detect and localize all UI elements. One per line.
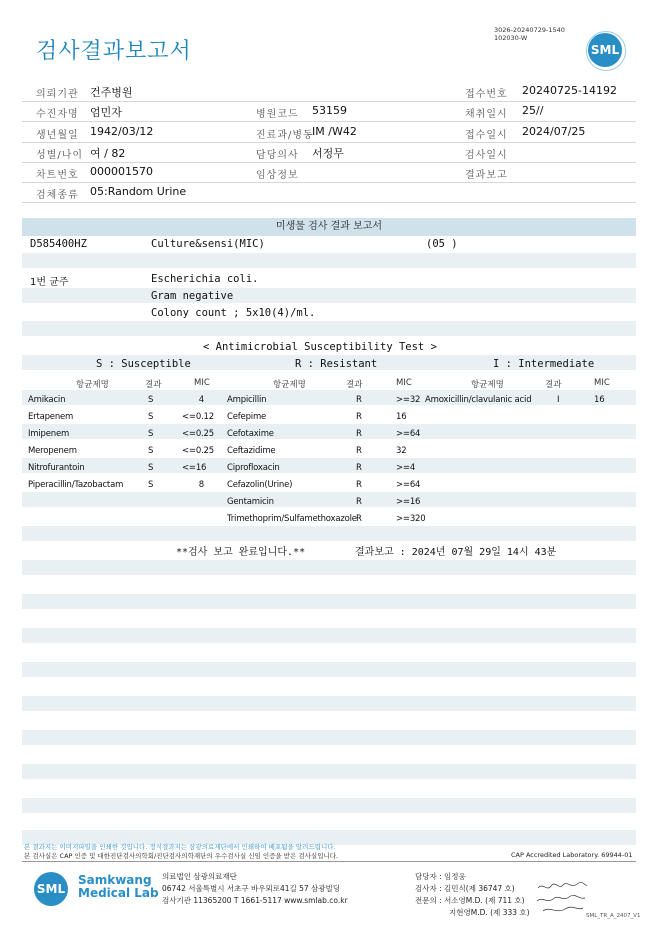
col-header-drug: 항균제명 xyxy=(76,380,109,390)
info-label: 검체종류 xyxy=(36,190,79,201)
brand-line1: Samkwang xyxy=(78,873,152,887)
row-band xyxy=(22,730,636,745)
row-band xyxy=(22,662,636,677)
info-label: 성별/나이 xyxy=(36,150,84,161)
ast-result: R xyxy=(356,412,362,422)
ast-drug-name: Cefotaxime xyxy=(227,429,274,439)
ast-drug-name: Trimethoprim/Sulfamethoxazole xyxy=(227,514,357,524)
info-label: 생년월일 xyxy=(36,130,79,141)
patient-info-row xyxy=(22,81,636,102)
row-band xyxy=(22,526,636,541)
ast-drug-name: Piperacillin/Tazobactam xyxy=(28,480,124,490)
info-value: 여 / 82 xyxy=(90,147,126,160)
col-header-result: 결과 xyxy=(346,380,363,390)
info-label: 접수번호 xyxy=(465,89,508,100)
info-label: 임상정보 xyxy=(256,170,299,181)
patient-info-row xyxy=(22,122,636,143)
row-band xyxy=(22,764,636,779)
ast-mic: <=0.25 xyxy=(182,446,214,456)
col-header-result: 결과 xyxy=(145,380,162,390)
ast-result: R xyxy=(356,395,362,405)
info-label: 수진자명 xyxy=(36,109,79,120)
ast-mic: <=0.12 xyxy=(182,412,214,422)
ast-title: < Antimicrobial Susceptibility Test > xyxy=(203,341,437,353)
organism-label: 1번 균주 xyxy=(30,277,69,288)
report-time: 결과보고 : 2024년 07월 29일 14시 43분 xyxy=(355,547,557,558)
info-value: 05:Random Urine xyxy=(90,185,187,198)
ast-result: S xyxy=(148,395,154,405)
row-band xyxy=(22,458,636,473)
ast-mic: >=16 xyxy=(396,497,421,507)
col-header-mic: MIC xyxy=(194,378,210,388)
ast-drug-name: Meropenem xyxy=(28,446,77,456)
patient-info-row xyxy=(22,182,636,203)
ast-mic: 4 xyxy=(198,395,204,405)
sml-footer-logo-icon: SML xyxy=(34,872,68,906)
info-label: 검사일시 xyxy=(465,150,508,161)
ast-result: S xyxy=(148,412,154,422)
ast-drug-name: Cefazolin(Urine) xyxy=(227,480,293,490)
row-band xyxy=(22,594,636,609)
ast-mic: >=64 xyxy=(396,480,421,490)
ast-result: R xyxy=(356,429,362,439)
ast-mic: 32 xyxy=(396,446,407,456)
ast-drug-name: Ertapenem xyxy=(28,412,74,422)
patient-info-row xyxy=(22,162,636,183)
document-code-line1: 3026-20240729-1540 xyxy=(494,26,565,34)
brand-line2: Medical Lab xyxy=(78,886,159,900)
info-label: 접수일시 xyxy=(465,130,508,141)
footer-org: 의료법인 삼광의료재단 xyxy=(162,872,237,881)
row-band xyxy=(22,696,636,711)
info-value: 000001570 xyxy=(90,165,153,178)
colony-count: Colony count ; 5x10(4)/ml. xyxy=(151,307,316,319)
info-label: 병원코드 xyxy=(256,109,299,120)
row-band xyxy=(22,424,636,439)
legend-resistant: R : Resistant xyxy=(295,358,378,370)
info-label: 차트번호 xyxy=(36,170,79,181)
test-code: D585400HZ xyxy=(30,238,87,250)
info-value: 서정무 xyxy=(312,147,344,160)
row-band xyxy=(22,798,636,813)
footer-contact: 검사기관 11365200 T 1661-5117 www.smlab.co.kr xyxy=(162,896,348,905)
ast-result: I xyxy=(557,395,560,405)
ast-mic: 16 xyxy=(396,412,407,422)
test-name: Culture&sensi(MIC) xyxy=(151,238,265,250)
ast-result: R xyxy=(356,497,362,507)
sml-logo-icon: SML xyxy=(588,33,622,67)
document-code xyxy=(494,26,565,42)
info-label: 결과보고 xyxy=(465,170,508,181)
ast-mic: >=4 xyxy=(396,463,416,473)
info-value: 1942/03/12 xyxy=(90,125,154,138)
info-label: 의뢰기관 xyxy=(36,89,79,100)
footer-divider xyxy=(22,861,636,862)
ast-result: R xyxy=(356,514,362,524)
row-band xyxy=(22,560,636,575)
ast-drug-name: Ciprofloxacin xyxy=(227,463,280,473)
info-value: 53159 xyxy=(312,104,347,117)
row-band xyxy=(22,492,636,507)
test-count: (05 ) xyxy=(426,238,458,250)
ast-mic: <=16 xyxy=(182,463,207,473)
info-label: 채취일시 xyxy=(465,109,508,120)
ast-drug-name: Cefepime xyxy=(227,412,267,422)
ast-drug-name: Amikacin xyxy=(28,395,66,405)
staff-manager: 담당자 : 임정웅 xyxy=(415,872,466,881)
patient-info-row xyxy=(22,101,636,122)
info-label: 진료과/병동 xyxy=(256,130,314,141)
form-code: SML_TR_A_2407_V1 xyxy=(586,913,641,919)
col-header-result: 결과 xyxy=(545,380,562,390)
staff-specialist1: 전문의 : 서소영M.D. (제 711 호) xyxy=(415,896,525,905)
footer-address: 06742 서울특별시 서초구 바우뫼로41길 57 삼광빌딩 xyxy=(162,884,341,893)
ast-result: S xyxy=(148,429,154,439)
ast-mic: >=64 xyxy=(396,429,421,439)
ast-result: S xyxy=(148,463,154,473)
info-label: 담당의사 xyxy=(256,150,299,161)
section-title: 미생물 검사 결과 보고서 xyxy=(22,218,636,236)
row-band xyxy=(22,628,636,643)
organism-name: Escherichia coli. xyxy=(151,273,259,285)
ast-result: R xyxy=(356,463,362,473)
cap-accreditation: CAP Accredited Laboratory. 69944-01 xyxy=(511,851,633,859)
col-header-drug: 항균제명 xyxy=(273,380,306,390)
row-band xyxy=(22,253,636,268)
notice-certification: 본 검사실은 CAP 인증 및 대한진단검사의학회/진단검사의학재단의 우수검사실 신임 인증을 받은 검사실입니다. xyxy=(24,852,339,860)
ast-result: S xyxy=(148,480,154,490)
ast-drug-name: Ceftazidime xyxy=(227,446,276,456)
ast-result: S xyxy=(148,446,154,456)
ast-drug-name: Nitrofurantoin xyxy=(28,463,85,473)
legend-susceptible: S : Susceptible xyxy=(96,358,191,370)
staff-specialist2: 지현영M.D. (제 333 호) xyxy=(449,908,530,917)
ast-result: R xyxy=(356,480,362,490)
report-title: 검사결과보고서 xyxy=(36,39,192,64)
info-value: 엄민자 xyxy=(90,106,122,119)
ast-result: R xyxy=(356,446,362,456)
ast-drug-name: Gentamicin xyxy=(227,497,274,507)
row-band xyxy=(22,288,636,303)
document-code-line2: 102030-W xyxy=(494,34,528,42)
col-header-drug: 항균제명 xyxy=(471,380,504,390)
ast-mic: 8 xyxy=(198,480,204,490)
notice-image-copy: 본 결과지는 이미지파일을 인쇄한 것입니다. 정식결과지는 삼광의료재단에서 인쇄하여 배포됨을 알려드립니다. xyxy=(24,843,336,851)
ast-drug-name: Imipenem xyxy=(28,429,70,439)
info-value: IM /W42 xyxy=(312,125,357,138)
legend-intermediate: I : Intermediate xyxy=(493,358,595,370)
brand-name xyxy=(78,874,159,900)
info-value: 2024/07/25 xyxy=(522,125,586,138)
col-header-mic: MIC xyxy=(396,378,412,388)
ast-mic: <=0.25 xyxy=(182,429,214,439)
signature-scribbles xyxy=(535,878,590,918)
ast-drug-name: Amoxicillin/clavulanic acid xyxy=(425,395,532,405)
ast-mic: 16 xyxy=(594,395,605,405)
col-header-mic: MIC xyxy=(594,378,610,388)
staff-tester: 검사자 : 김민식(제 36747 호) xyxy=(415,884,515,893)
report-complete: **검사 보고 완료입니다.** xyxy=(176,547,306,558)
patient-info-row xyxy=(22,142,636,163)
info-value: 건주병원 xyxy=(90,86,133,99)
ast-mic: >=32 xyxy=(396,395,421,405)
row-band xyxy=(22,390,636,405)
row-band xyxy=(22,321,636,336)
ast-mic: >=320 xyxy=(396,514,426,524)
info-value: 20240725-14192 xyxy=(522,84,617,97)
info-value: 25// xyxy=(522,104,544,117)
ast-drug-name: Ampicillin xyxy=(227,395,267,405)
gram-stain: Gram negative xyxy=(151,290,234,302)
